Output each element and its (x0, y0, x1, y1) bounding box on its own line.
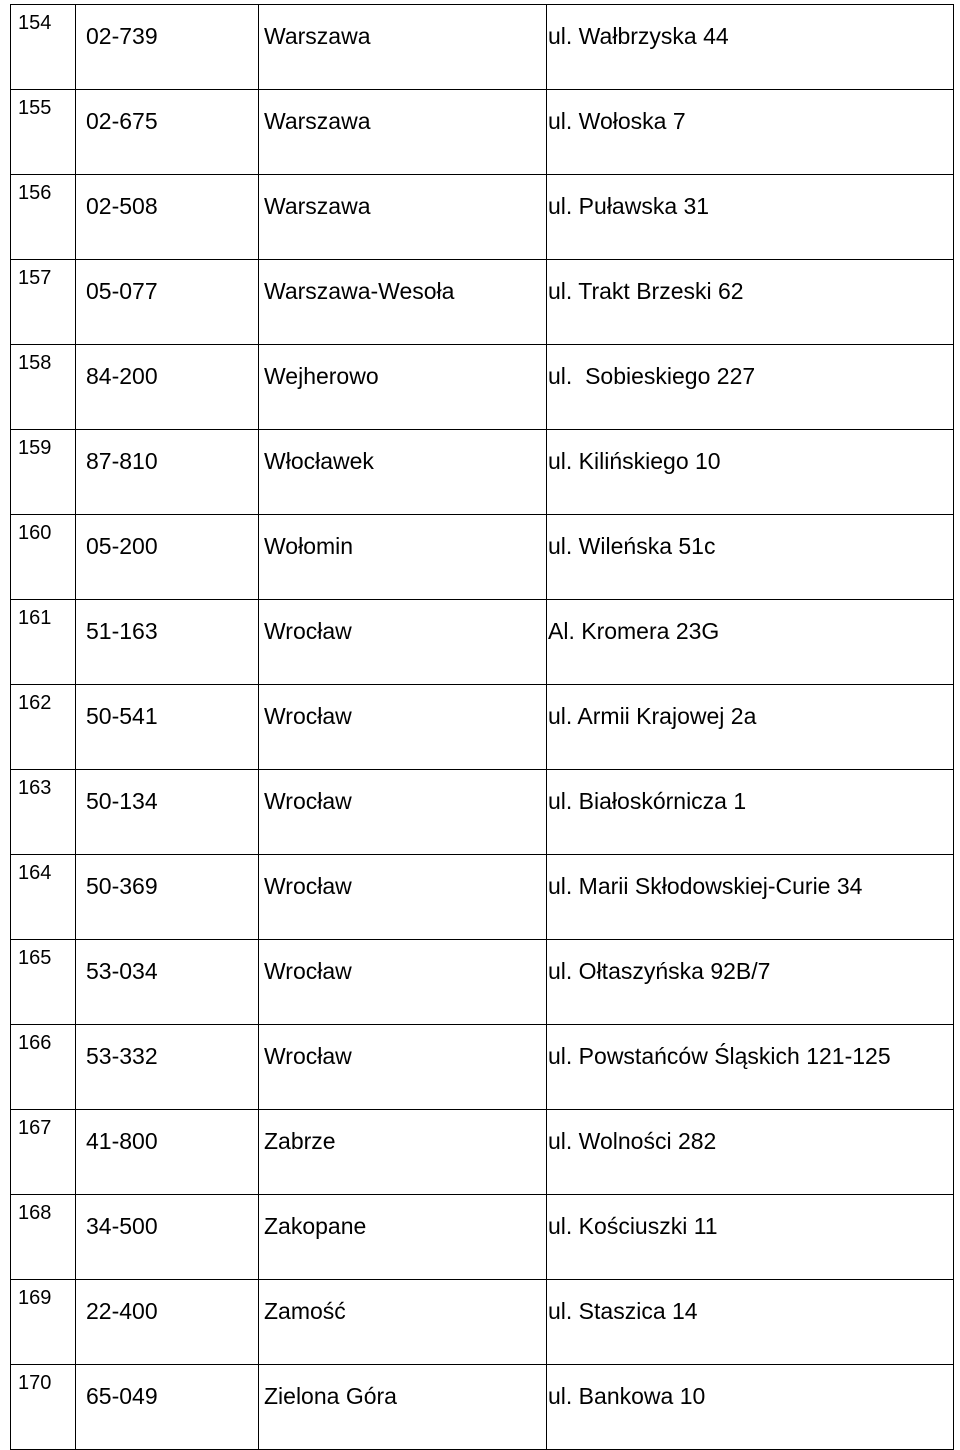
city-cell: Wrocław (259, 600, 547, 685)
city-cell: Warszawa-Wesoła (259, 260, 547, 345)
postal-code-cell: 41-800 (76, 1110, 259, 1195)
city-cell: Włocławek (259, 430, 547, 515)
postal-code-cell: 65-049 (76, 1365, 259, 1450)
row-number-cell: 156 (11, 175, 76, 260)
address-table (10, 4, 954, 1450)
street-address-cell: ul. Białoskórnicza 1 (547, 770, 954, 855)
street-address-cell: Al. Kromera 23G (547, 600, 954, 685)
postal-code-cell: 50-541 (76, 685, 259, 770)
postal-code-cell: 50-369 (76, 855, 259, 940)
row-number-cell: 166 (11, 1025, 76, 1110)
row-number-cell: 167 (11, 1110, 76, 1195)
street-address-cell: ul. Trakt Brzeski 62 (547, 260, 954, 345)
table-row (11, 430, 954, 515)
table-row (11, 1025, 954, 1110)
table-row (11, 855, 954, 940)
city-cell: Wrocław (259, 940, 547, 1025)
table-row (11, 5, 954, 90)
postal-code-cell: 87-810 (76, 430, 259, 515)
postal-code-cell: 50-134 (76, 770, 259, 855)
table-row (11, 1110, 954, 1195)
city-cell: Wrocław (259, 1025, 547, 1110)
street-address-cell: ul. Armii Krajowej 2a (547, 685, 954, 770)
row-number-cell: 157 (11, 260, 76, 345)
table-row (11, 940, 954, 1025)
row-number-cell: 155 (11, 90, 76, 175)
table-row (11, 345, 954, 430)
city-cell: Zakopane (259, 1195, 547, 1280)
row-number-cell: 158 (11, 345, 76, 430)
row-number-cell: 170 (11, 1365, 76, 1450)
city-cell: Zabrze (259, 1110, 547, 1195)
postal-code-cell: 53-332 (76, 1025, 259, 1110)
street-address-cell: ul. Staszica 14 (547, 1280, 954, 1365)
street-address-cell: ul. Kościuszki 11 (547, 1195, 954, 1280)
street-address-cell: ul. Puławska 31 (547, 175, 954, 260)
table-row (11, 1280, 954, 1365)
row-number-cell: 169 (11, 1280, 76, 1365)
row-number-cell: 161 (11, 600, 76, 685)
city-cell: Wrocław (259, 685, 547, 770)
city-cell: Warszawa (259, 5, 547, 90)
street-address-cell: ul. Wolności 282 (547, 1110, 954, 1195)
street-address-cell: ul. Kilińskiego 10 (547, 430, 954, 515)
postal-code-cell: 53-034 (76, 940, 259, 1025)
city-cell: Wrocław (259, 855, 547, 940)
postal-code-cell: 02-739 (76, 5, 259, 90)
postal-code-cell: 02-508 (76, 175, 259, 260)
city-cell: Wołomin (259, 515, 547, 600)
table-row (11, 770, 954, 855)
row-number-cell: 160 (11, 515, 76, 600)
postal-code-cell: 84-200 (76, 345, 259, 430)
street-address-cell: ul. Bankowa 10 (547, 1365, 954, 1450)
postal-code-cell: 05-077 (76, 260, 259, 345)
postal-code-cell: 22-400 (76, 1280, 259, 1365)
table-row (11, 685, 954, 770)
table-row (11, 515, 954, 600)
table-row (11, 1365, 954, 1450)
city-cell: Wejherowo (259, 345, 547, 430)
table-row (11, 90, 954, 175)
street-address-cell: ul. Wałbrzyska 44 (547, 5, 954, 90)
row-number-cell: 164 (11, 855, 76, 940)
postal-code-cell: 34-500 (76, 1195, 259, 1280)
city-cell: Zielona Góra (259, 1365, 547, 1450)
address-table-body (11, 5, 954, 1450)
street-address-cell: ul. Powstańców Śląskich 121-125 (547, 1025, 954, 1110)
street-address-cell: ul. Ołtaszyńska 92B/7 (547, 940, 954, 1025)
row-number-cell: 159 (11, 430, 76, 515)
table-row (11, 175, 954, 260)
row-number-cell: 165 (11, 940, 76, 1025)
row-number-cell: 154 (11, 5, 76, 90)
postal-code-cell: 51-163 (76, 600, 259, 685)
city-cell: Zamość (259, 1280, 547, 1365)
street-address-cell: ul. Wołoska 7 (547, 90, 954, 175)
city-cell: Warszawa (259, 175, 547, 260)
street-address-cell: ul. Wileńska 51c (547, 515, 954, 600)
street-address-cell: ul. Sobieskiego 227 (547, 345, 954, 430)
table-row (11, 1195, 954, 1280)
table-row (11, 600, 954, 685)
city-cell: Warszawa (259, 90, 547, 175)
street-address-cell: ul. Marii Skłodowskiej-Curie 34 (547, 855, 954, 940)
postal-code-cell: 02-675 (76, 90, 259, 175)
city-cell: Wrocław (259, 770, 547, 855)
row-number-cell: 163 (11, 770, 76, 855)
row-number-cell: 168 (11, 1195, 76, 1280)
row-number-cell: 162 (11, 685, 76, 770)
table-row (11, 260, 954, 345)
postal-code-cell: 05-200 (76, 515, 259, 600)
